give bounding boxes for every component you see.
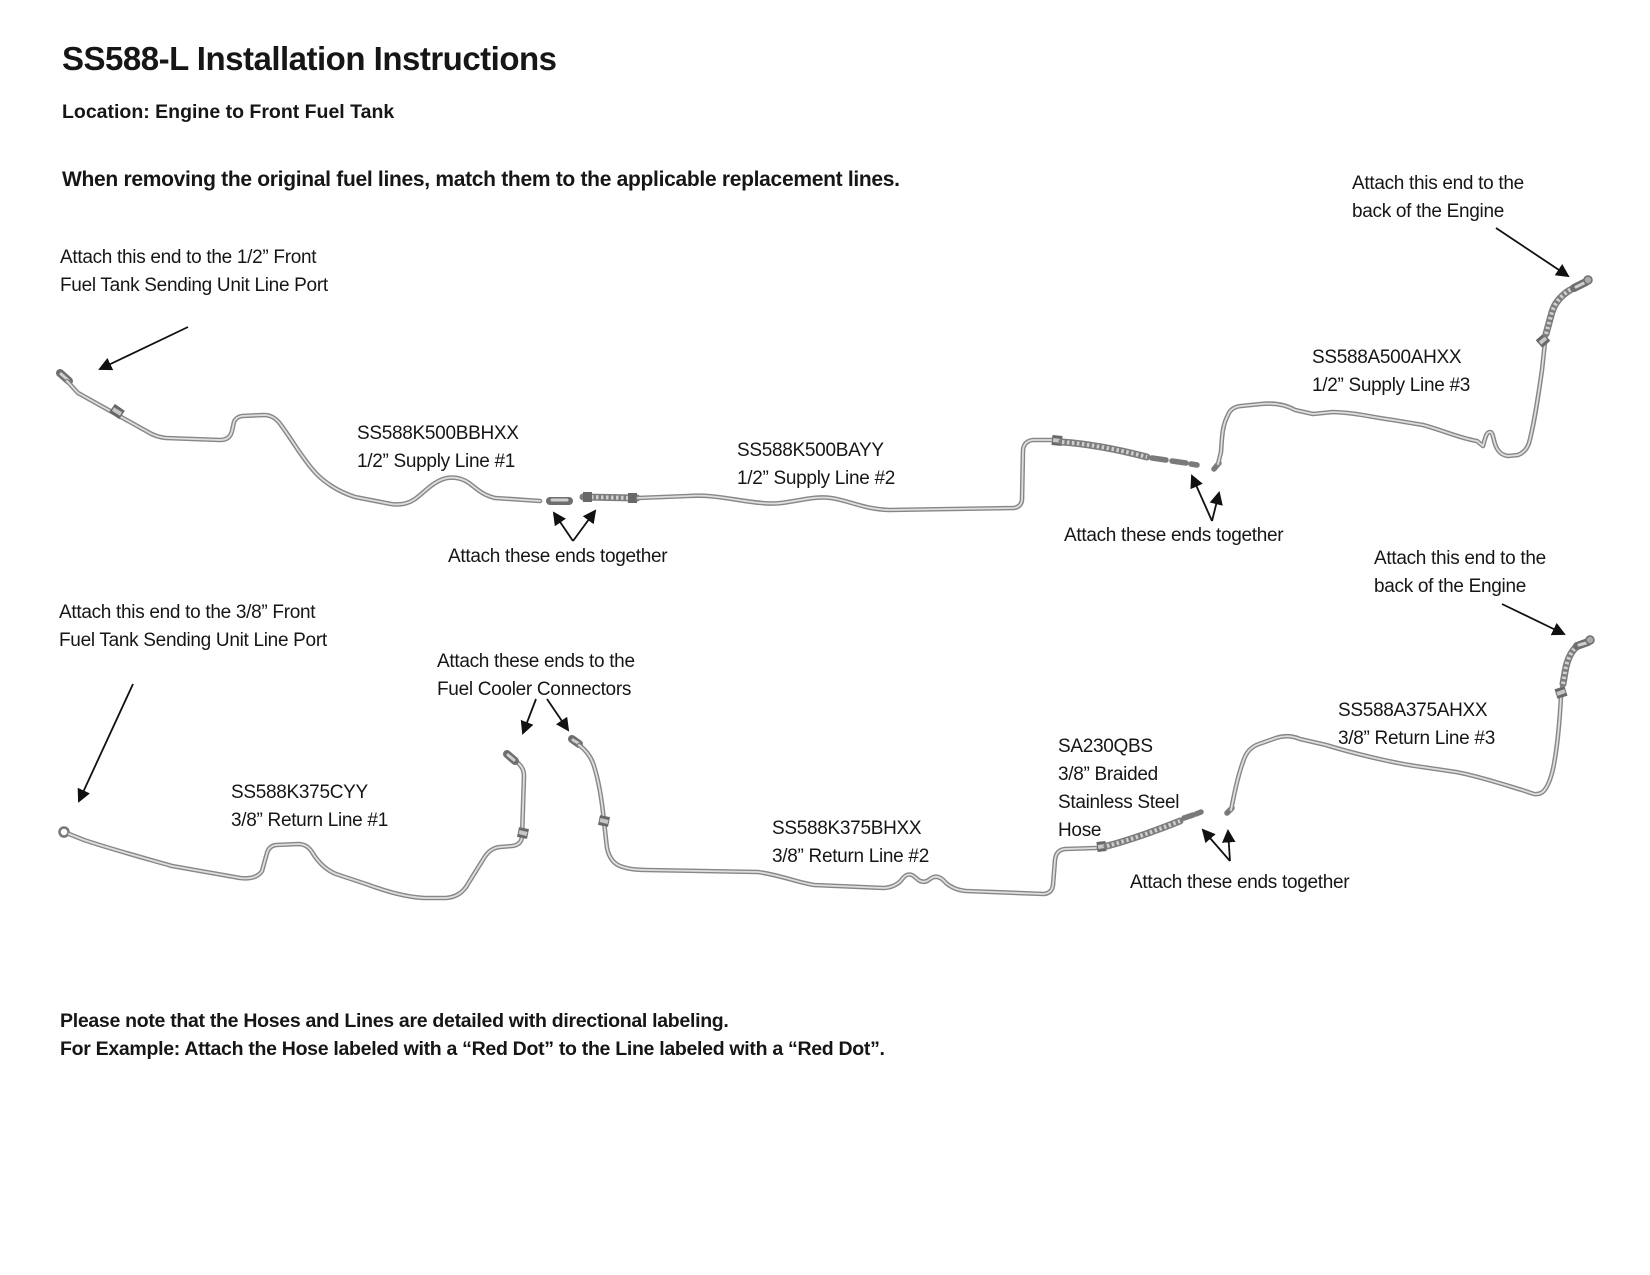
part-description: 3/8” Return Line #1 xyxy=(231,810,388,831)
page-title: SS588-L Installation Instructions xyxy=(62,40,557,77)
part-number: SS588A500AHXX xyxy=(1312,347,1462,368)
callout-text-line: Attach this end to the xyxy=(1374,548,1546,569)
part-description: Hose xyxy=(1058,820,1102,841)
callout-engine-bottom xyxy=(1374,545,1546,601)
arrow-cooler-left xyxy=(523,699,536,733)
arrow-to-engine-top xyxy=(1496,228,1568,276)
intro-instruction: When removing the original fuel lines, match them to the applicable replacement lines. xyxy=(62,168,900,191)
part-number: SA230QBS xyxy=(1058,736,1153,757)
part-label-return-line-3 xyxy=(1338,697,1495,753)
part-label-return-line-2 xyxy=(772,815,929,871)
part-description: 3/8” Return Line #2 xyxy=(772,846,929,867)
part-description: 1/2” Supply Line #1 xyxy=(357,451,516,472)
arrow-junction1-left xyxy=(554,513,573,541)
part-description: Stainless Steel xyxy=(1058,792,1180,813)
callout-text-line: Attach this end to the xyxy=(1352,173,1524,194)
part-number: SS588K500BAYY xyxy=(737,440,884,461)
arrow-to-tank-port-half xyxy=(100,327,188,369)
callout-attach-ends-1: Attach these ends together xyxy=(448,546,668,567)
arrow-junction3-right xyxy=(1228,831,1230,861)
arrow-to-engine-bottom xyxy=(1502,604,1564,634)
callout-text-line: Fuel Cooler Connectors xyxy=(437,679,632,700)
part-number: SS588K500BBHXX xyxy=(357,423,519,444)
callout-text-line: Fuel Tank Sending Unit Line Port xyxy=(60,275,328,296)
callout-attach-ends-3: Attach these ends together xyxy=(1130,872,1350,893)
callout-text-line: Attach this end to the 1/2” Front xyxy=(60,247,317,268)
part-number: SS588A375AHXX xyxy=(1338,700,1488,721)
note-line: For Example: Attach the Hose labeled with a “Red Dot” to the Line labeled with a “Red Dot”. xyxy=(60,1038,885,1060)
part-number: SS588K375BHXX xyxy=(772,818,922,839)
part-description: 3/8” Braided xyxy=(1058,764,1158,785)
callout-engine-top xyxy=(1352,170,1524,226)
part-description: 3/8” Return Line #3 xyxy=(1338,728,1495,749)
callout-fuel-cooler xyxy=(437,648,635,704)
part-label-supply-line-1 xyxy=(357,420,519,476)
callout-attach-ends-2: Attach these ends together xyxy=(1064,525,1284,546)
part-label-braided-hose xyxy=(1058,733,1179,845)
callout-text-line: Fuel Tank Sending Unit Line Port xyxy=(59,630,327,651)
part-label-supply-line-2 xyxy=(737,437,895,493)
arrow-junction2-right xyxy=(1212,493,1219,521)
callout-tank-port-three-eighths xyxy=(59,599,327,655)
part-label-return-line-1 xyxy=(231,779,388,835)
location-subtitle: Location: Engine to Front Fuel Tank xyxy=(62,101,395,123)
part-description: 1/2” Supply Line #2 xyxy=(737,468,896,489)
callout-tank-port-half-inch xyxy=(60,244,328,300)
callout-text-line: back of the Engine xyxy=(1374,576,1526,597)
arrow-junction2-left xyxy=(1192,476,1212,521)
callout-arrows xyxy=(79,228,1568,861)
arrow-to-tank-port-three-eighths xyxy=(79,684,133,801)
part-number: SS588K375CYY xyxy=(231,782,368,803)
arrow-junction1-right xyxy=(573,511,595,541)
part-label-supply-line-3 xyxy=(1312,344,1470,400)
arrow-junction3-left xyxy=(1203,830,1230,861)
callout-text-line: Attach this end to the 3/8” Front xyxy=(59,602,316,623)
note-line: Please note that the Hoses and Lines are detailed with directional labeling. xyxy=(60,1010,729,1032)
callout-text-line: Attach these ends to the xyxy=(437,651,635,672)
part-description: 1/2” Supply Line #3 xyxy=(1312,375,1471,396)
directional-labeling-note xyxy=(60,1007,885,1063)
callout-text-line: back of the Engine xyxy=(1352,201,1504,222)
